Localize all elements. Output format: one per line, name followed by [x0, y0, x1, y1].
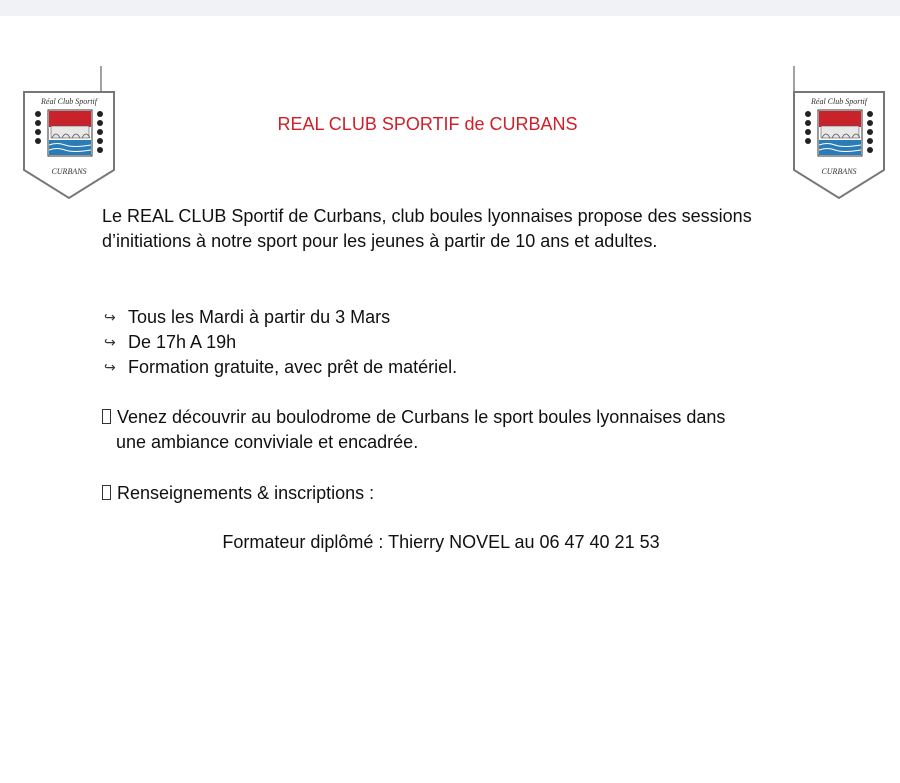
missing-glyph-icon: [102, 485, 111, 500]
top-bar: [0, 0, 900, 16]
list-item: ↪ Formation gratuite, avec prêt de matériel.: [104, 355, 457, 380]
crest-top-text: Réal Club Sportif: [811, 97, 867, 106]
trainer-contact: Formateur diplômé : Thierry NOVEL au 06 47 40 21 53: [222, 532, 660, 552]
arrow-icon: ↪: [104, 334, 116, 350]
list-item: ↪ De 17h A 19h: [104, 330, 457, 355]
crest-bottom-text: CURBANS: [51, 167, 87, 176]
list-item: ↪ Tous les Mardi à partir du 3 Mars: [104, 305, 457, 330]
info-line: Renseignements & inscriptions :: [102, 481, 374, 506]
crest-top-text: Réal Club Sportif: [41, 97, 97, 106]
arrow-icon: ↪: [104, 309, 116, 325]
arrow-icon: ↪: [104, 359, 116, 375]
missing-glyph-icon: [102, 409, 111, 424]
intro-paragraph: Le REAL CLUB Sportif de Curbans, club boules lyonnaises propose des sessions d’initiations à notre sport pour les jeunes à partir de 10 ans et adultes.: [102, 206, 752, 251]
crest-bottom-text: CURBANS: [821, 167, 857, 176]
schedule-list: [104, 305, 457, 380]
document-title: REAL CLUB SPORTIF de CURBANS: [277, 114, 578, 134]
discover-paragraph: Venez découvrir au boulodrome de Curbans le sport boules lyonnaises dans une ambiance conviviale et encadrée.: [102, 405, 762, 455]
